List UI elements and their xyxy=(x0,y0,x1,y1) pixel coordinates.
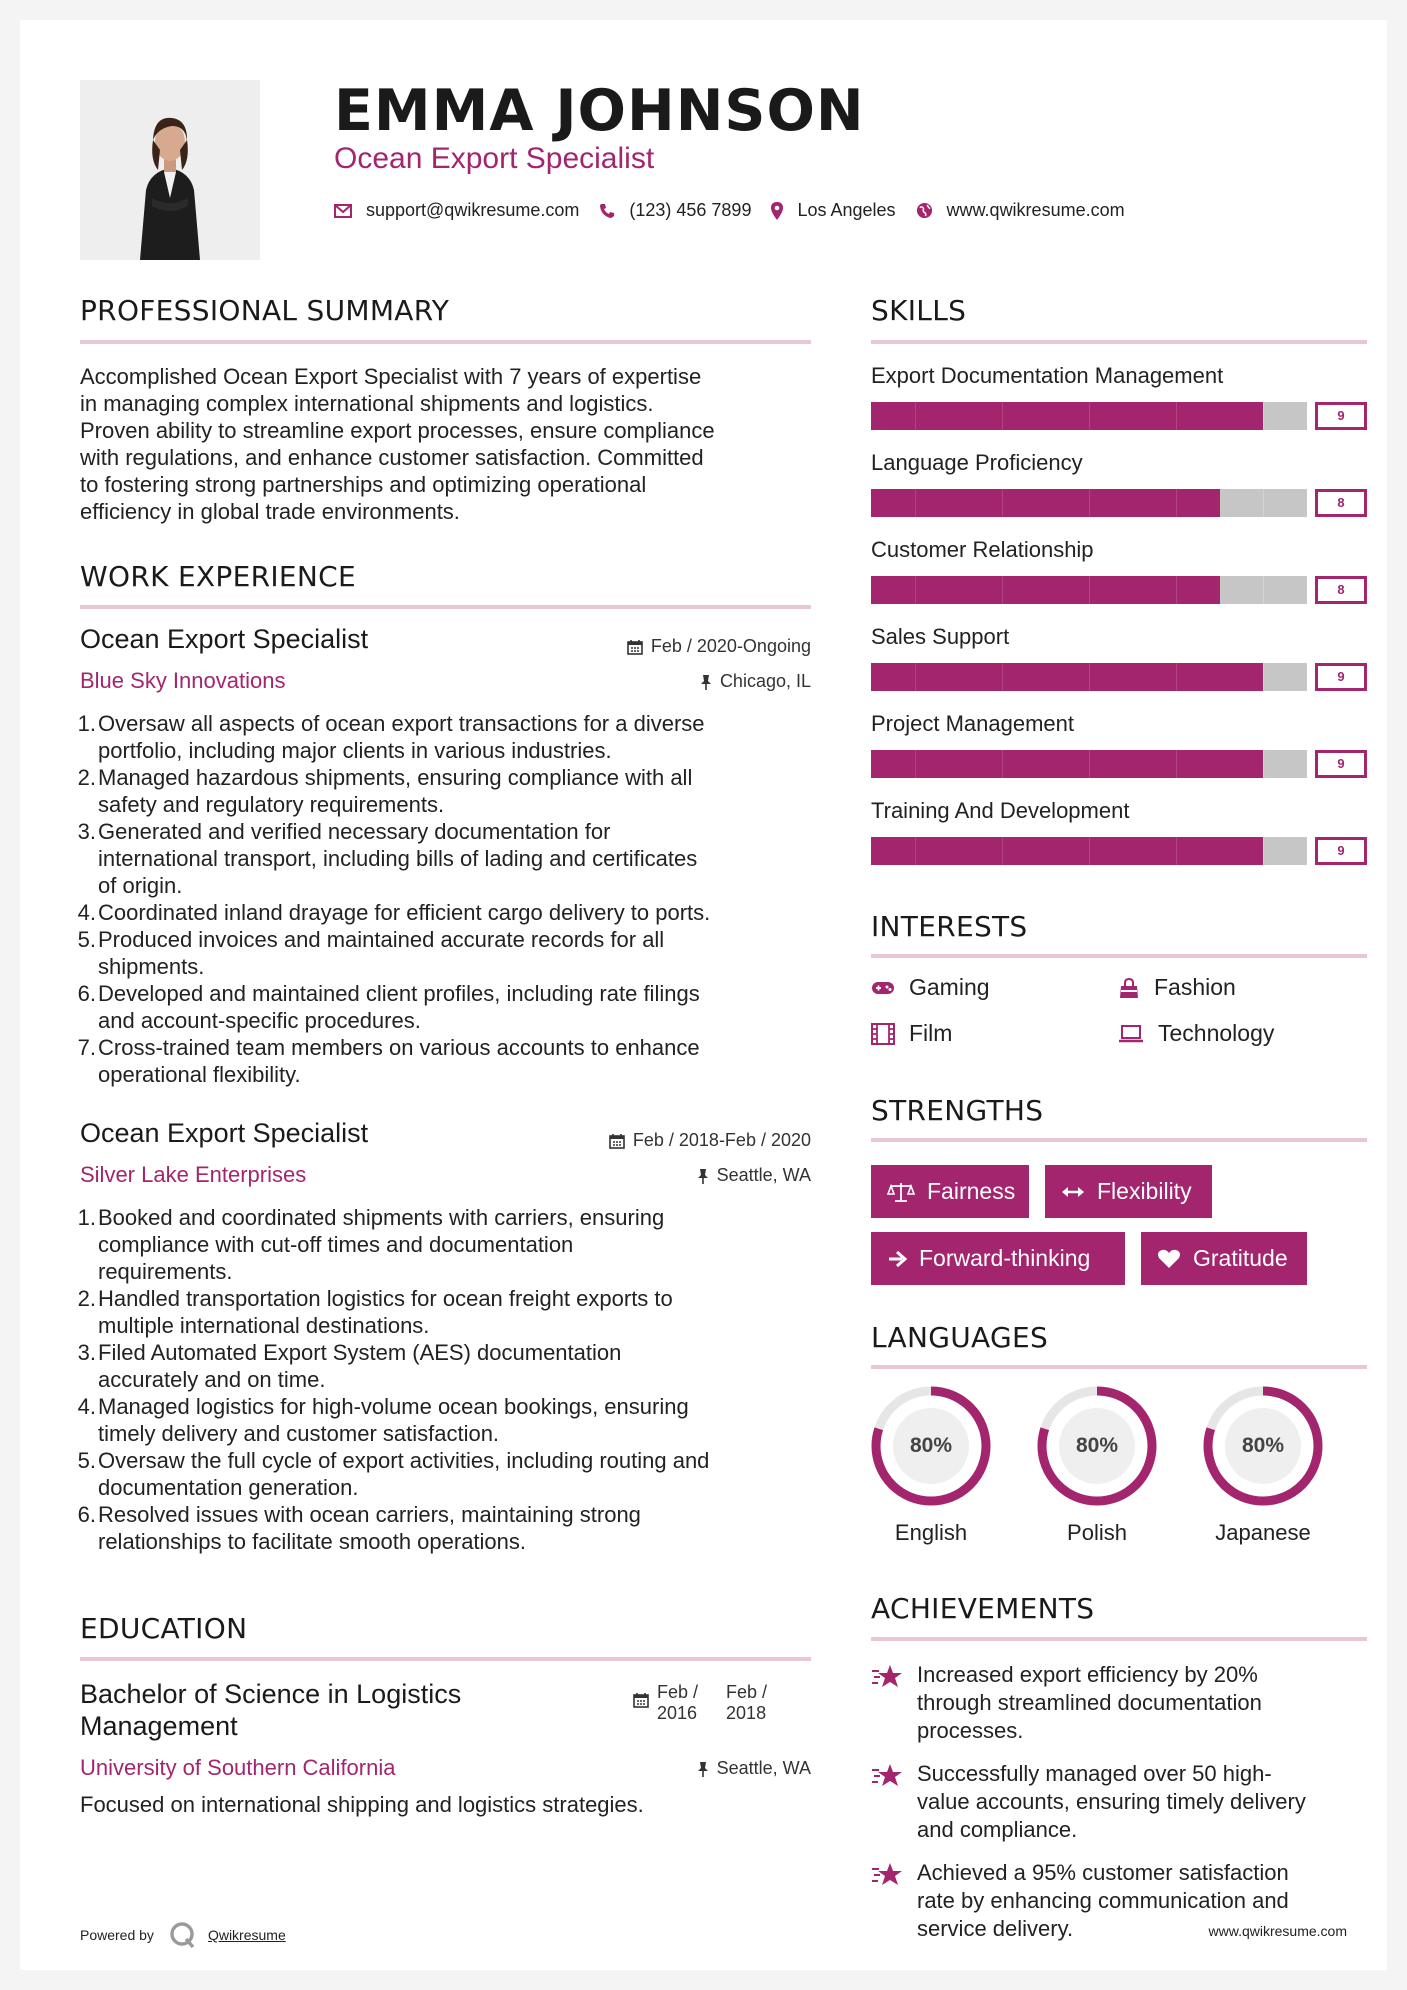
skill-bar-segment xyxy=(1219,489,1263,517)
start-date-line: 2016 xyxy=(657,1703,698,1723)
calendar-icon xyxy=(627,639,643,655)
skill-bar-segment xyxy=(958,576,1002,604)
summary-line: efficiency in global trade environments. xyxy=(80,499,460,524)
shopping-bag-icon xyxy=(1118,977,1140,999)
skill-bar-segment xyxy=(958,663,1002,691)
skill-bar-segment xyxy=(1263,750,1307,778)
achievements-rule xyxy=(871,1637,1367,1641)
strengths-rule xyxy=(871,1138,1367,1142)
star-icon xyxy=(871,1861,905,1889)
skill-bar-segment xyxy=(1089,750,1133,778)
star-icon xyxy=(871,1663,905,1691)
location-text: Los Angeles xyxy=(797,200,896,220)
skill-level-badge: 9 xyxy=(1315,750,1367,778)
resume-page xyxy=(20,20,1387,1970)
strength-label: Gratitude xyxy=(1193,1245,1288,1271)
phone-text: (123) 456 7899 xyxy=(629,200,752,220)
film-icon xyxy=(871,1023,895,1045)
skill-bar-segment xyxy=(871,402,915,430)
skill-bar-segment xyxy=(1045,489,1089,517)
skill-bar-segment xyxy=(1132,750,1176,778)
list-item: 2. Handled transportation logistics for ocean freight exports to multiple international destinations. xyxy=(77,1286,673,1338)
degree-line: Management xyxy=(80,1711,238,1741)
experience-heading: WORK EXPERIENCE xyxy=(80,560,356,593)
languages-rule xyxy=(871,1365,1367,1369)
footer-powered-by xyxy=(80,1920,286,1950)
job-location-text: Chicago, IL xyxy=(719,671,811,691)
profile-photo xyxy=(80,80,260,260)
skill-bar-segment xyxy=(1089,663,1133,691)
start-date-line: Feb / xyxy=(657,1682,699,1702)
interest-item xyxy=(1118,1020,1274,1047)
achievement-text: Increased export efficiency by 20% through streamlined documentation processes. xyxy=(917,1662,1262,1743)
summary-rule xyxy=(80,340,811,344)
list-item: 1. Oversaw all aspects of ocean export transactions for a diverse portfolio, including major clients in various industries. xyxy=(77,711,705,763)
strength-badge xyxy=(1141,1232,1307,1285)
candidate-name: EMMA JOHNSON xyxy=(334,78,865,144)
summary-line: Proven ability to streamline export processes, ensure compliance xyxy=(80,418,715,443)
email-text: support@qwikresume.com xyxy=(366,200,580,220)
skill-bar-segment xyxy=(1132,402,1176,430)
skill-bar-segment xyxy=(1045,837,1089,865)
skill-label: Project Management xyxy=(871,711,1074,736)
skill-label: Customer Relationship xyxy=(871,537,1094,562)
education-description: Focused on international shipping and logistics strategies. xyxy=(80,1792,644,1817)
job-location xyxy=(700,671,811,692)
skill-bar-segment xyxy=(1176,837,1220,865)
calendar-icon xyxy=(609,1133,625,1149)
summary-heading: PROFESSIONAL SUMMARY xyxy=(80,294,450,327)
pin-icon xyxy=(700,674,712,690)
language-name: Polish xyxy=(1067,1520,1127,1545)
skill-bar xyxy=(871,663,1367,691)
skill-bar-segment xyxy=(1002,489,1046,517)
skill-bar-segment xyxy=(1132,489,1176,517)
education-rule xyxy=(80,1657,811,1661)
language-percent: 80% xyxy=(909,1434,953,1457)
skill-level-badge: 8 xyxy=(1315,576,1367,604)
skill-bar-segment xyxy=(1045,576,1089,604)
interests-rule xyxy=(871,954,1367,958)
interests-heading: INTERESTS xyxy=(871,910,1028,943)
achievement-item xyxy=(871,1661,1371,1745)
education-dates xyxy=(633,1682,767,1724)
skill-bar-segment xyxy=(871,663,915,691)
contact-website[interactable] xyxy=(916,200,1125,221)
phone-icon xyxy=(599,203,615,219)
envelope-icon xyxy=(334,204,352,218)
job-location-text: Seattle, WA xyxy=(716,1165,811,1185)
skill-bar-segment xyxy=(1132,576,1176,604)
list-item: 3. Generated and verified necessary documentation for international transport, including bills of lading and certificates of origin. xyxy=(77,819,698,898)
skill-bar-segment xyxy=(958,837,1002,865)
list-item: 1. Booked and coordinated shipments with carriers, ensuring compliance with cut-off times and documentation requirements. xyxy=(77,1205,665,1284)
interest-item xyxy=(1118,974,1236,1001)
footer-website[interactable]: www.qwikresume.com xyxy=(1208,1923,1347,1939)
language-percent: 80% xyxy=(1075,1434,1119,1457)
job-company: Silver Lake Enterprises xyxy=(80,1162,307,1187)
balance-scale-icon xyxy=(887,1181,915,1203)
contact-location xyxy=(771,200,895,221)
interest-item xyxy=(871,974,990,1001)
skill-bar-segment xyxy=(1263,489,1307,517)
skill-bar-segment xyxy=(1176,576,1220,604)
skills-heading: SKILLS xyxy=(871,294,967,327)
skill-bar-segment xyxy=(1176,663,1220,691)
list-item: 4. Managed logistics for high-volume ocean bookings, ensuring timely delivery and customer satisfaction. xyxy=(77,1394,689,1446)
language-item xyxy=(1035,1384,1159,1545)
list-item: 3. Filed Automated Export System (AES) documentation accurately and on time. xyxy=(77,1340,622,1392)
job-role: Ocean Export Specialist xyxy=(80,624,369,654)
heart-icon xyxy=(1157,1249,1181,1269)
skill-level-badge: 8 xyxy=(1315,489,1367,517)
strength-label: Forward-thinking xyxy=(919,1245,1091,1271)
skill-bar-segment xyxy=(1089,402,1133,430)
skill-bar-segment xyxy=(1089,576,1133,604)
skill-label: Training And Development xyxy=(871,798,1130,823)
skill-bar-segment xyxy=(1002,750,1046,778)
pin-icon xyxy=(697,1761,709,1777)
list-item: 5. Oversaw the full cycle of export activities, including routing and documentation generation. xyxy=(77,1448,710,1500)
list-item: 2. Managed hazardous shipments, ensuring compliance with all safety and regulatory requirements. xyxy=(77,765,693,817)
skill-bar-segment xyxy=(1045,402,1089,430)
strength-badge xyxy=(1045,1165,1212,1218)
qwikresume-logo-icon xyxy=(168,1920,198,1950)
achievement-item xyxy=(871,1760,1371,1844)
skill-bar-segment xyxy=(915,750,959,778)
achievements-heading: ACHIEVEMENTS xyxy=(871,1592,1095,1625)
skill-bar-segment xyxy=(1219,837,1263,865)
skill-bar-segment xyxy=(1219,402,1263,430)
calendar-icon xyxy=(633,1692,649,1708)
language-item xyxy=(1201,1384,1325,1545)
interest-item xyxy=(871,1020,952,1047)
skill-bar-segment xyxy=(871,489,915,517)
interest-label: Gaming xyxy=(909,974,990,1000)
list-item: 6. Resolved issues with ocean carriers, maintaining strong relationships to facilitate smooth operations. xyxy=(77,1502,641,1554)
globe-icon xyxy=(916,202,933,219)
arrow-right-icon xyxy=(887,1250,907,1268)
skill-bar xyxy=(871,750,1367,778)
skill-bar-segment xyxy=(871,576,915,604)
language-name: English xyxy=(894,1520,968,1545)
skill-bar-segment xyxy=(1263,663,1307,691)
achievement-text: Successfully managed over 50 high- value accounts, ensuring timely delivery and compliance. xyxy=(917,1761,1306,1842)
language-percent: 80% xyxy=(1241,1434,1285,1457)
summary-line: to fostering strong partnerships and optimizing operational xyxy=(80,472,647,497)
skill-bar-segment xyxy=(1089,489,1133,517)
skill-level-badge: 9 xyxy=(1315,402,1367,430)
skill-bar xyxy=(871,489,1367,517)
skill-bar-segment xyxy=(915,576,959,604)
job-dates-text: Feb / 2020-Ongoing xyxy=(650,636,811,656)
strengths-heading: STRENGTHS xyxy=(871,1094,1044,1127)
arrows-horizontal-icon xyxy=(1061,1185,1085,1199)
star-icon xyxy=(871,1762,905,1790)
skill-label: Export Documentation Management xyxy=(871,363,1224,388)
skill-label: Language Proficiency xyxy=(871,450,1083,475)
skill-level-badge: 9 xyxy=(1315,663,1367,691)
school-location-text: Seattle, WA xyxy=(716,1758,811,1778)
skill-bar-segment xyxy=(1002,402,1046,430)
skill-bar xyxy=(871,576,1367,604)
strength-badge xyxy=(871,1232,1125,1285)
summary-line: Accomplished Ocean Export Specialist with 7 years of expertise xyxy=(80,364,702,389)
skill-bar-segment xyxy=(1219,576,1263,604)
language-item xyxy=(869,1384,993,1545)
skill-bar-segment xyxy=(1263,402,1307,430)
strength-label: Flexibility xyxy=(1097,1178,1192,1204)
skill-label: Sales Support xyxy=(871,624,1010,649)
laptop-icon xyxy=(1118,1025,1144,1043)
gamepad-icon xyxy=(871,980,895,996)
language-name: Japanese xyxy=(1215,1520,1311,1545)
skill-level-badge: 9 xyxy=(1315,837,1367,865)
map-marker-icon xyxy=(771,202,783,220)
skill-bar-segment xyxy=(958,402,1002,430)
skill-bar-segment xyxy=(915,489,959,517)
skill-bar-segment xyxy=(1089,837,1133,865)
experience-rule xyxy=(80,605,811,609)
job-company: Blue Sky Innovations xyxy=(80,668,286,693)
degree-title xyxy=(80,1678,461,1742)
interest-label: Fashion xyxy=(1154,974,1236,1000)
contact-bar xyxy=(334,200,1145,221)
skill-bar-segment xyxy=(1002,663,1046,691)
skill-bar-segment xyxy=(1219,750,1263,778)
skill-bar-segment xyxy=(1176,750,1220,778)
school-name: University of Southern California xyxy=(80,1755,396,1780)
list-item: 4. Coordinated inland drayage for efficient cargo delivery to ports. xyxy=(77,900,711,925)
job-dates xyxy=(609,1130,811,1151)
degree-line: Bachelor of Science in Logistics xyxy=(80,1679,462,1709)
job-duties xyxy=(77,710,820,1088)
job-location xyxy=(697,1165,811,1186)
list-item: 6. Developed and maintained client profiles, including rate filings and account-specific procedures. xyxy=(77,981,700,1033)
skill-bar xyxy=(871,837,1367,865)
summary-text xyxy=(80,363,820,525)
end-date-line: 2018 xyxy=(726,1703,767,1723)
website-text: www.qwikresume.com xyxy=(946,200,1125,220)
summary-line: with regulations, and enhance customer satisfaction. Committed xyxy=(80,445,704,470)
strength-badge xyxy=(871,1165,1029,1218)
languages-heading: LANGUAGES xyxy=(871,1321,1049,1354)
skill-bar-segment xyxy=(1002,576,1046,604)
skill-bar-segment xyxy=(1045,663,1089,691)
skill-bar-segment xyxy=(1132,837,1176,865)
job-dates-text: Feb / 2018-Feb / 2020 xyxy=(632,1130,811,1150)
skill-bar-segment xyxy=(1176,402,1220,430)
powered-by-text: Powered by xyxy=(80,1927,154,1943)
summary-line: in managing complex international shipments and logistics. xyxy=(80,391,654,416)
skills-rule xyxy=(871,340,1367,344)
end-date-line: Feb / xyxy=(726,1682,768,1702)
contact-email[interactable] xyxy=(334,200,579,221)
education-heading: EDUCATION xyxy=(80,1612,248,1645)
school-location xyxy=(697,1758,811,1779)
pin-icon xyxy=(697,1168,709,1184)
skill-bar-segment xyxy=(1176,489,1220,517)
skill-bar-segment xyxy=(915,837,959,865)
skill-bar-segment xyxy=(1219,663,1263,691)
skill-bar-segment xyxy=(1002,837,1046,865)
skill-bar-segment xyxy=(1045,750,1089,778)
skill-bar-segment xyxy=(1132,663,1176,691)
achievement-text: Achieved a 95% customer satisfaction rate by enhancing communication and service delivery. xyxy=(917,1860,1289,1941)
skill-bar xyxy=(871,402,1367,430)
skill-bar-segment xyxy=(871,837,915,865)
skill-bar-segment xyxy=(915,663,959,691)
job-role: Ocean Export Specialist xyxy=(80,1118,369,1148)
skill-bar-segment xyxy=(958,489,1002,517)
interest-label: Film xyxy=(909,1020,953,1046)
job-duties xyxy=(77,1204,820,1555)
list-item: 7. Cross-trained team members on various accounts to enhance operational flexibility. xyxy=(77,1035,700,1087)
contact-phone[interactable] xyxy=(599,200,751,221)
skill-bar-segment xyxy=(958,750,1002,778)
skill-bar-segment xyxy=(871,750,915,778)
job-dates xyxy=(627,636,811,657)
list-item: 5. Produced invoices and maintained accurate records for all shipments. xyxy=(77,927,665,979)
interest-label: Technology xyxy=(1158,1020,1275,1046)
strength-label: Fairness xyxy=(927,1178,1016,1204)
qwikresume-link[interactable]: Qwikresume xyxy=(207,1927,286,1943)
skill-bar-segment xyxy=(1263,576,1307,604)
skill-bar-segment xyxy=(1263,837,1307,865)
candidate-title: Ocean Export Specialist xyxy=(334,142,655,175)
skill-bar-segment xyxy=(915,402,959,430)
